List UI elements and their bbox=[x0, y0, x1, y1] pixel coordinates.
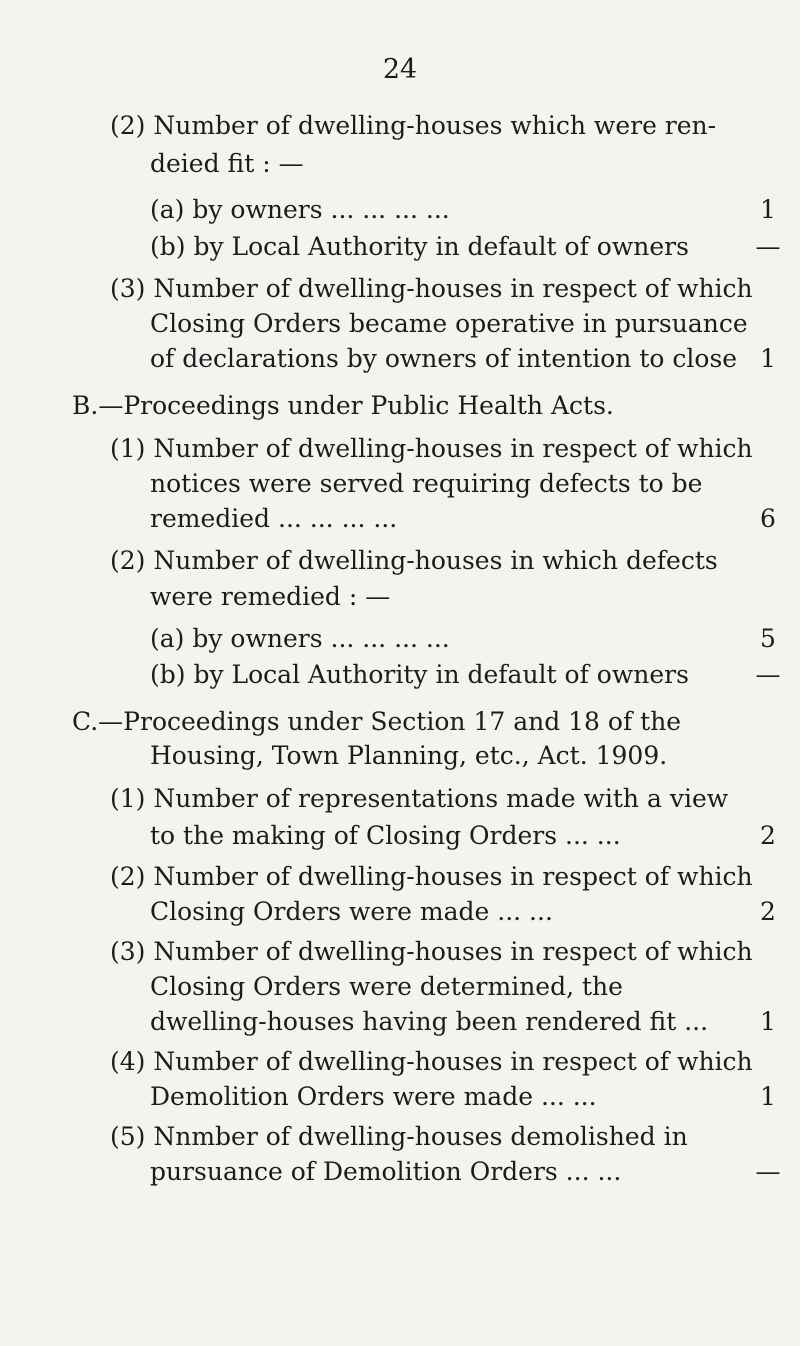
line-text: Closing Orders were made ... ... bbox=[150, 897, 553, 926]
line-text: dwelling-houses having been rendered fit ... bbox=[150, 1007, 709, 1036]
text-line bbox=[0, 542, 800, 580]
line-value: 2 bbox=[760, 897, 776, 926]
line-value: — bbox=[755, 1157, 781, 1186]
text-line bbox=[0, 430, 800, 468]
line-text: deied fit : — bbox=[150, 149, 304, 178]
text-line bbox=[0, 1118, 800, 1156]
line-text: of declarations by owners of intention to close bbox=[150, 344, 738, 373]
text-line bbox=[0, 228, 800, 266]
line-value: 1 bbox=[760, 344, 776, 373]
line-value: 1 bbox=[760, 1007, 776, 1036]
line-text: Closing Orders were determined, the bbox=[150, 972, 623, 1001]
line-text: (b) by Local Authority in default of owners bbox=[150, 232, 689, 261]
line-text: (2) Number of dwelling-houses in which defects bbox=[110, 546, 718, 575]
text-line bbox=[0, 620, 800, 658]
line-text: (2) Number of dwelling-houses in respect of which bbox=[110, 862, 753, 891]
line-value: 1 bbox=[760, 195, 776, 224]
line-value: 6 bbox=[760, 504, 776, 533]
text-line bbox=[0, 107, 800, 145]
text-line bbox=[0, 817, 800, 855]
line-text: B.—Proceedings under Public Health Acts. bbox=[72, 391, 614, 420]
text-line bbox=[0, 1078, 800, 1116]
page-number: 24 bbox=[382, 54, 418, 85]
line-text: (5) Nnmber of dwelling-houses demolished in bbox=[110, 1122, 688, 1151]
text-line bbox=[0, 340, 800, 378]
line-text: (a) by owners ... ... ... ... bbox=[150, 624, 450, 653]
text-line bbox=[0, 270, 800, 308]
text-line bbox=[0, 145, 800, 183]
line-text: (1) Number of dwelling-houses in respect of which bbox=[110, 434, 753, 463]
line-text: to the making of Closing Orders ... ... bbox=[150, 821, 621, 850]
line-text: Housing, Town Planning, etc., Act. 1909. bbox=[150, 741, 668, 770]
text-line bbox=[0, 191, 800, 229]
line-value: 2 bbox=[760, 821, 776, 850]
line-text: (3) Number of dwelling-houses in respect of which bbox=[110, 274, 753, 303]
text-line bbox=[0, 305, 800, 343]
text-line bbox=[0, 387, 800, 425]
text-line bbox=[0, 578, 800, 616]
line-text: (2) Number of dwelling-houses which were ren- bbox=[110, 111, 717, 140]
text-line bbox=[0, 780, 800, 818]
line-text: Closing Orders became operative in pursuance bbox=[150, 309, 748, 338]
line-text: Demolition Orders were made ... ... bbox=[150, 1082, 597, 1111]
text-line bbox=[0, 858, 800, 896]
text-line bbox=[0, 893, 800, 931]
line-text: (4) Number of dwelling-houses in respect of which bbox=[110, 1047, 753, 1076]
line-text: remedied ... ... ... ... bbox=[150, 504, 398, 533]
text-line bbox=[0, 1153, 800, 1191]
text-line bbox=[0, 933, 800, 971]
line-text: (1) Number of representations made with a view bbox=[110, 784, 729, 813]
line-text: (b) by Local Authority in default of owners bbox=[150, 660, 689, 689]
text-line bbox=[0, 737, 800, 775]
line-value: 1 bbox=[760, 1082, 776, 1111]
line-value: 5 bbox=[760, 624, 776, 653]
line-value: — bbox=[755, 660, 781, 689]
text-line bbox=[0, 1043, 800, 1081]
text-line bbox=[0, 465, 800, 503]
line-text: C.—Proceedings under Section 17 and 18 of the bbox=[72, 707, 682, 736]
text-line bbox=[0, 968, 800, 1006]
line-text: were remedied : — bbox=[150, 582, 391, 611]
line-text: pursuance of Demolition Orders ... ... bbox=[150, 1157, 622, 1186]
line-text: notices were served requiring defects to be bbox=[150, 469, 703, 498]
text-line bbox=[0, 500, 800, 538]
line-text: (a) by owners ... ... ... ... bbox=[150, 195, 450, 224]
line-value: — bbox=[755, 232, 781, 261]
text-line bbox=[0, 1003, 800, 1041]
text-line bbox=[0, 656, 800, 694]
line-text: (3) Number of dwelling-houses in respect of which bbox=[110, 937, 753, 966]
text-line bbox=[0, 703, 800, 741]
